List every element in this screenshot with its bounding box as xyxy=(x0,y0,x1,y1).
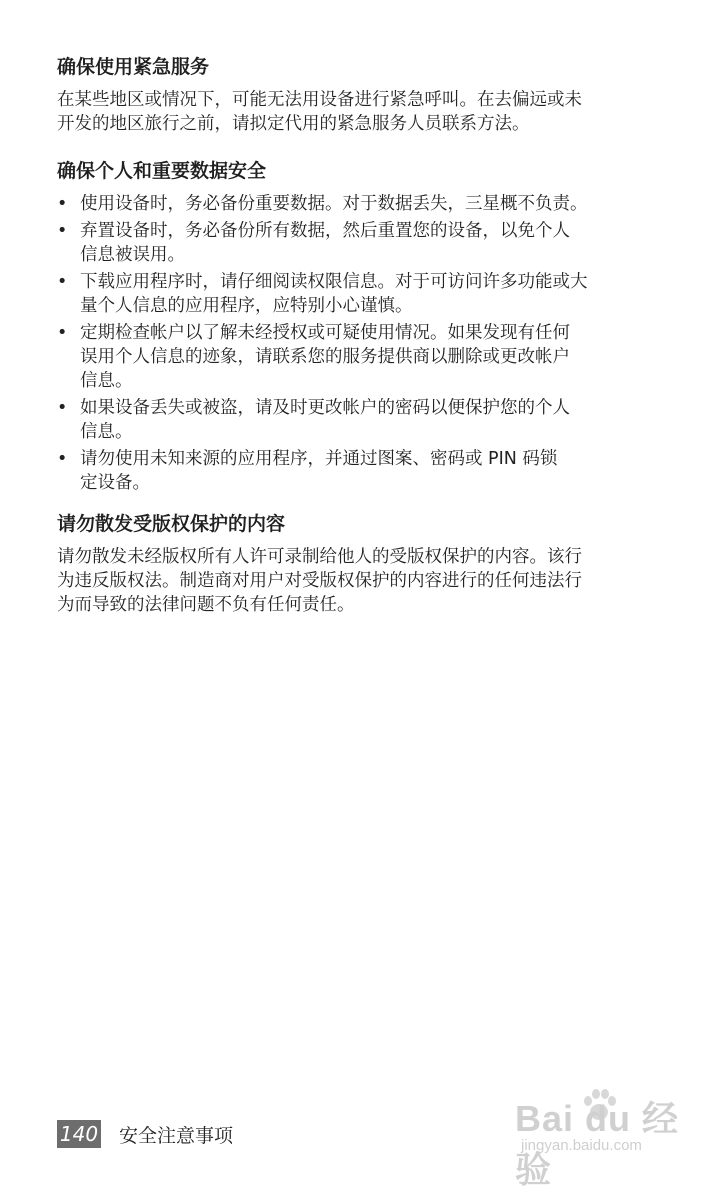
section-paragraph xyxy=(57,545,667,617)
bullet-line: 信息被误用。 xyxy=(80,245,185,265)
bullet-icon: • xyxy=(57,398,68,418)
footer-title: 安全注意事项 xyxy=(119,1124,234,1147)
bullet-line: 量个人信息的应用程序，应特别小心谨慎。 xyxy=(80,296,413,316)
paragraph-line: 为违反版权法。制造商对用户对受版权保护的内容进行的任何违法行 xyxy=(57,571,582,591)
bullet-line: 如果设备丢失或被盗，请及时更改帐户的密码以便保护您的个人 xyxy=(80,398,570,418)
bullet-line: 使用设备时，务必备份重要数据。对于数据丢失，三星概不负责。 xyxy=(80,194,588,214)
section-emergency xyxy=(57,52,667,136)
bullet-line: 定期检查帐户以了解未经授权或可疑使用情况。如果发现有任何 xyxy=(80,323,570,343)
bullet-line: 信息。 xyxy=(80,371,133,391)
bullet-line: 下载应用程序时，请仔细阅读权限信息。对于可访问许多功能或大 xyxy=(80,272,588,292)
list-item xyxy=(57,396,667,444)
section-heading: 确保使用紧急服务 xyxy=(57,56,210,78)
bullet-icon: • xyxy=(57,272,68,292)
list-item xyxy=(57,321,667,393)
watermark-url: jingyan.baidu.com xyxy=(521,1137,642,1154)
list-item xyxy=(57,447,667,495)
paragraph-line: 为而导致的法律问题不负有任何责任。 xyxy=(57,595,355,615)
paragraph-line: 请勿散发未经版权所有人许可录制给他人的受版权保护的内容。该行 xyxy=(57,547,582,567)
bullet-line: 误用个人信息的迹象，请联系您的服务提供商以删除或更改帐户 xyxy=(80,347,570,367)
section-copyright xyxy=(57,509,667,617)
bullet-line: 请勿使用未知来源的应用程序，并通过图案、密码或 PIN 码锁 xyxy=(80,449,558,469)
section-heading: 确保个人和重要数据安全 xyxy=(57,160,267,182)
page-footer xyxy=(57,1119,233,1149)
bullet-line: 定设备。 xyxy=(80,473,150,493)
list-item xyxy=(57,219,667,267)
paragraph-line: 开发的地区旅行之前，请拟定代用的紧急服务人员联系方法。 xyxy=(57,114,530,134)
bullet-icon: • xyxy=(57,221,68,241)
list-item xyxy=(57,192,667,216)
page-content xyxy=(57,52,667,637)
section-paragraph xyxy=(57,88,667,136)
bullet-icon: • xyxy=(57,449,68,469)
page-number: 140 xyxy=(57,1120,101,1148)
bullet-line: 弃置设备时，务必备份所有数据，然后重置您的设备，以免个人 xyxy=(80,221,570,241)
section-heading: 请勿散发受版权保护的内容 xyxy=(57,513,286,535)
bullet-line: 信息。 xyxy=(80,422,133,442)
paragraph-line: 在某些地区或情况下，可能无法用设备进行紧急呼叫。在去偏远或未 xyxy=(57,90,582,110)
bullet-icon: • xyxy=(57,194,68,214)
bullet-list xyxy=(57,192,667,495)
watermark-text: Bai du 经验 xyxy=(515,1098,680,1190)
section-data-security xyxy=(57,156,667,495)
watermark xyxy=(515,1085,690,1190)
list-item xyxy=(57,270,667,318)
bullet-icon: • xyxy=(57,323,68,343)
